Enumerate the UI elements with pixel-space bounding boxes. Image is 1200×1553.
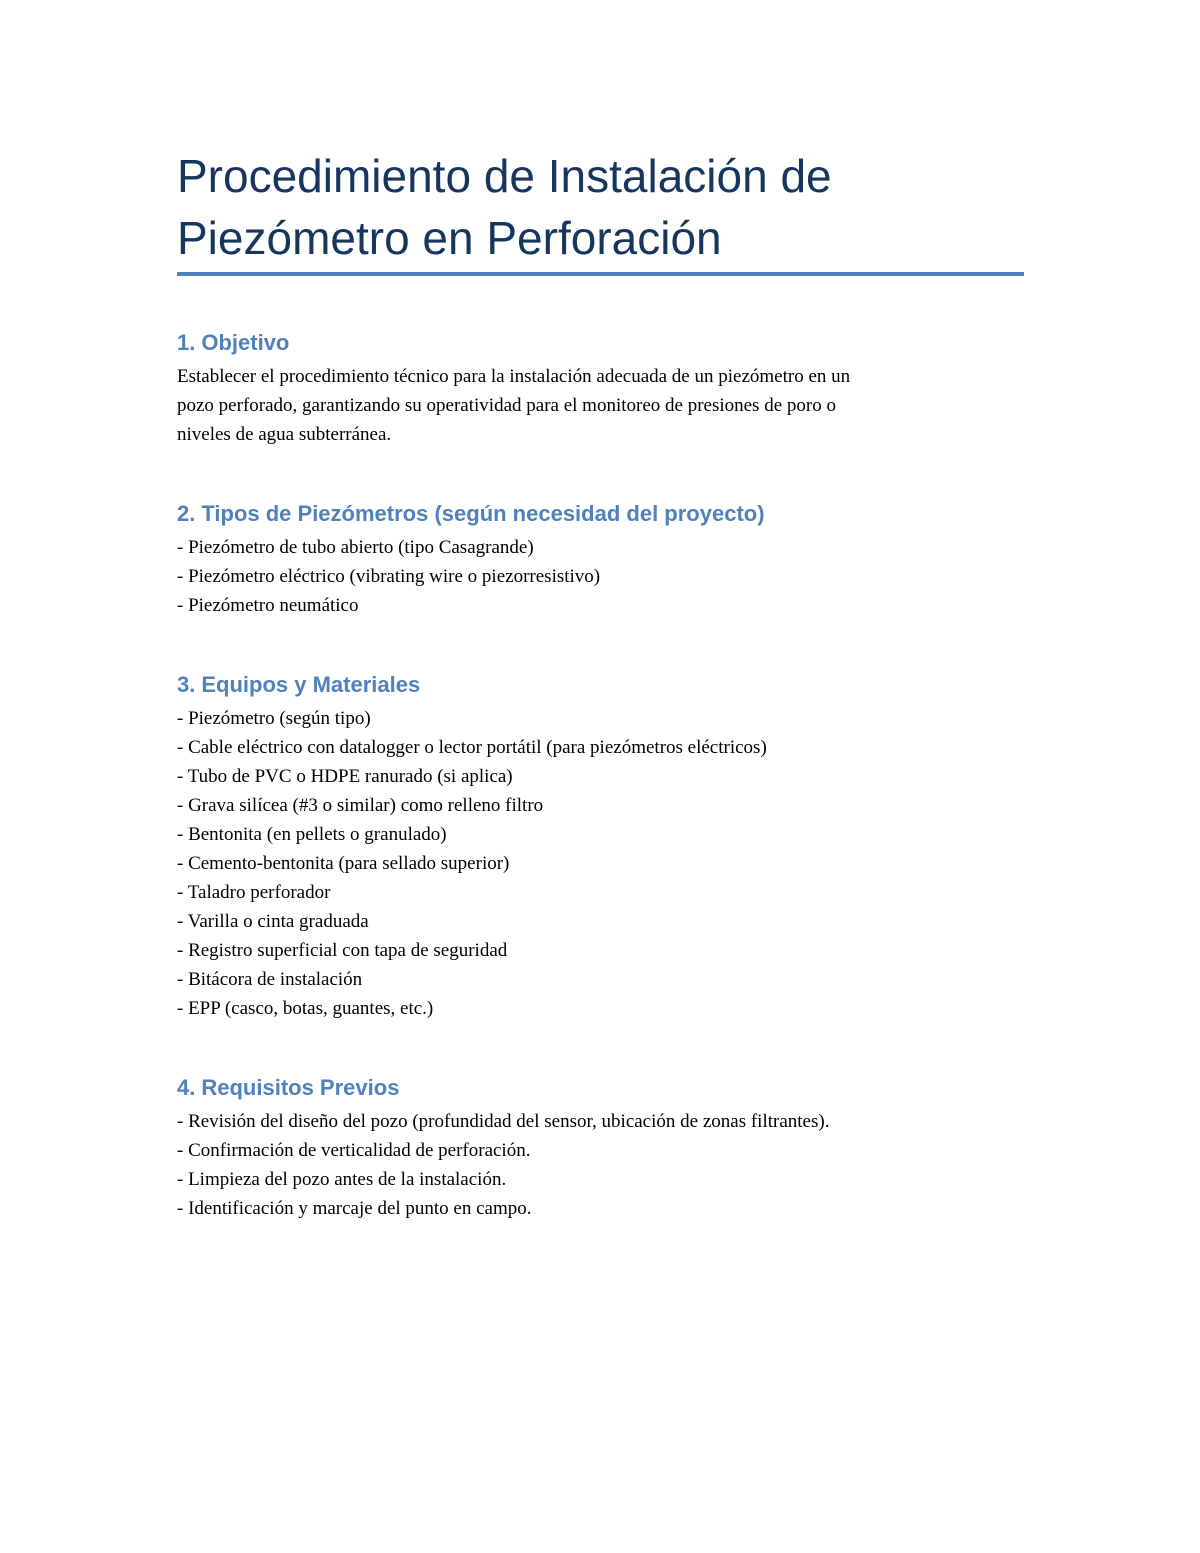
section-heading [177,1073,1024,1103]
section-heading [177,670,1024,700]
requirements-list [177,1107,1024,1223]
list-item: - Bentonita (en pellets o granulado) [177,824,447,845]
objective-paragraph [177,362,1024,449]
paragraph-line: pozo perforado, garantizando su operatividad para el monitoreo de presiones de poro o [177,395,836,416]
section-heading [177,499,1024,529]
section-number: 1. [177,330,196,355]
section-title: Tipos de Piezómetros (según necesidad del proyecto) [201,501,765,526]
section-tipos [177,499,1024,620]
list-item: - Confirmación de verticalidad de perforación. [177,1140,531,1161]
equipment-list [177,704,1024,1023]
list-item: - Revisión del diseño del pozo (profundidad del sensor, ubicación de zonas filtrantes). [177,1111,830,1132]
list-item: - EPP (casco, botas, guantes, etc.) [177,998,434,1019]
document-content [177,145,1024,1223]
title-underline [177,272,1024,276]
list-item: - Tubo de PVC o HDPE ranurado (si aplica) [177,766,513,787]
section-number: 3. [177,672,196,697]
section-objetivo [177,328,1024,449]
list-item: - Piezómetro de tubo abierto (tipo Casagrande) [177,537,534,558]
list-item: - Limpieza del pozo antes de la instalación. [177,1169,507,1190]
piezometer-types-list [177,533,1024,620]
list-item: - Identificación y marcaje del punto en campo. [177,1198,532,1219]
section-heading [177,328,1024,358]
section-requisitos [177,1073,1024,1223]
paragraph-line: niveles de agua subterránea. [177,424,392,445]
list-item: - Bitácora de instalación [177,969,363,990]
list-item: - Cable eléctrico con datalogger o lector portátil (para piezómetros eléctricos) [177,737,767,758]
list-item: - Piezómetro (según tipo) [177,708,371,729]
list-item: - Taladro perforador [177,882,331,903]
list-item: - Piezómetro eléctrico (vibrating wire o piezorresistivo) [177,566,601,587]
section-title: Equipos y Materiales [201,672,421,697]
list-item: - Varilla o cinta graduada [177,911,369,932]
title-line-1: Procedimiento de Instalación de [177,150,832,202]
section-number: 2. [177,501,196,526]
list-item: - Piezómetro neumático [177,595,359,616]
list-item: - Grava silícea (#3 o similar) como relleno filtro [177,795,544,816]
section-title: Objetivo [201,330,290,355]
list-item: - Cemento-bentonita (para sellado superior) [177,853,510,874]
paragraph-line: Establecer el procedimiento técnico para la instalación adecuada de un piezómetro en un [177,366,851,387]
section-number: 4. [177,1075,196,1100]
document-title [177,145,1024,269]
section-title: Requisitos Previos [201,1075,400,1100]
section-equipos [177,670,1024,1023]
title-line-2: Piezómetro en Perforación [177,212,722,264]
list-item: - Registro superficial con tapa de seguridad [177,940,508,961]
